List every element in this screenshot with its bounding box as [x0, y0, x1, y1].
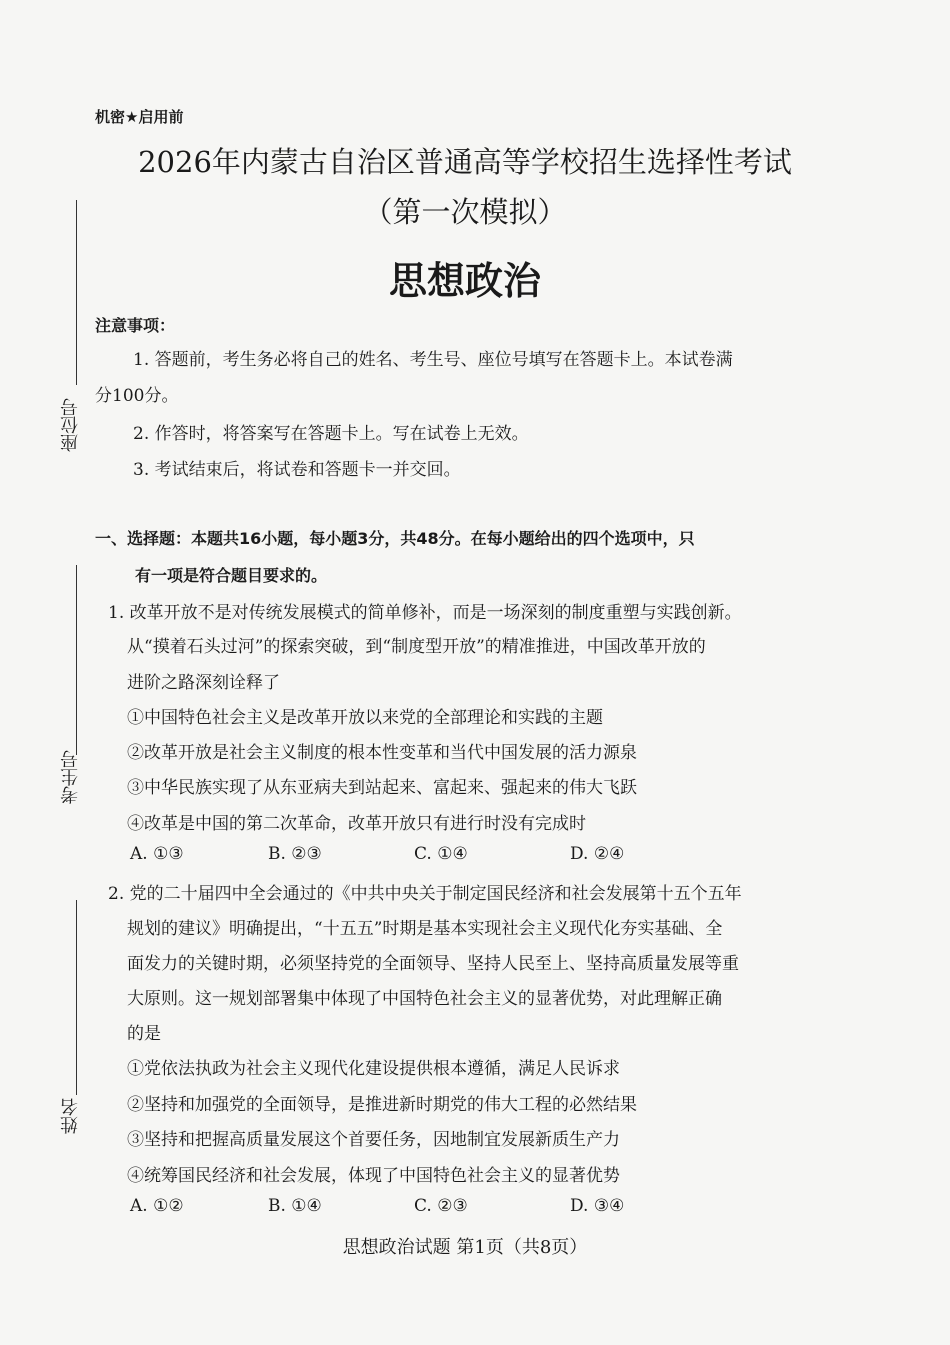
option-a: A. ①③	[130, 844, 184, 864]
student-id-line	[76, 565, 77, 755]
option-c: C. ①④	[414, 844, 468, 864]
note-line: 1. 答题前，考生务必将自己的姓名、考生号、座位号填写在答题卡上。本试卷满	[133, 350, 733, 370]
student-id-label: 考生号	[60, 750, 81, 804]
exam-subtitle: （第一次模拟）	[363, 195, 567, 229]
option-c: C. ②③	[414, 1196, 468, 1216]
note-line: 分100分。	[95, 386, 179, 406]
statement: ④统筹国民经济和社会发展，体现了中国特色社会主义的显著优势	[127, 1166, 620, 1186]
name-line	[76, 900, 77, 1095]
statement: ③坚持和把握高质量发展这个首要任务，因地制宜发展新质生产力	[127, 1130, 620, 1150]
option-b: B. ①④	[268, 1196, 322, 1216]
section-heading: 一、选择题：本题共16小题，每小题3分，共48分。在每小题给出的四个选项中，只	[95, 529, 695, 548]
question-stem: 进阶之路深刻诠释了	[127, 673, 280, 693]
question-stem: 1. 改革开放不是对传统发展模式的简单修补，而是一场深刻的制度重塑与实践创新。	[108, 603, 742, 623]
confidential-mark: 机密★启用前	[95, 108, 184, 126]
question-stem: 规划的建议》明确提出，“十五五”时期是基本实现社会主义现代化夯实基础、全	[127, 919, 723, 939]
statement: ④改革是中国的第二次革命，改革开放只有进行时没有完成时	[127, 814, 586, 834]
statement: ①中国特色社会主义是改革开放以来党的全部理论和实践的主题	[127, 708, 603, 728]
name-label: 姓名	[60, 1098, 81, 1134]
option-b: B. ②③	[268, 844, 322, 864]
question-stem: 大原则。这一规划部署集中体现了中国特色社会主义的显著优势，对此理解正确	[127, 989, 722, 1009]
note-line: 2. 作答时，将答案写在答题卡上。写在试卷上无效。	[133, 424, 529, 444]
option-a: A. ①②	[130, 1196, 184, 1216]
statement: ③中华民族实现了从东亚病夫到站起来、富起来、强起来的伟大飞跃	[127, 778, 637, 798]
page-footer: 思想政治试题 第1页（共8页）	[342, 1237, 588, 1258]
seat-number-label: 座位号	[60, 398, 81, 452]
option-d: D. ②④	[570, 844, 625, 864]
question-stem: 的是	[127, 1024, 161, 1044]
subject-title: 思想政治	[388, 259, 541, 303]
exam-title: 2026年内蒙古自治区普通高等学校招生选择性考试	[138, 145, 792, 179]
statement: ②坚持和加强党的全面领导，是推进新时期党的伟大工程的必然结果	[127, 1095, 637, 1115]
statement: ①党依法执政为社会主义现代化建设提供根本遵循，满足人民诉求	[127, 1059, 620, 1079]
section-heading-cont: 有一项是符合题目要求的。	[135, 566, 328, 585]
note-line: 3. 考试结束后，将试卷和答题卡一并交回。	[133, 460, 461, 480]
question-stem: 面发力的关键时期，必须坚持党的全面领导、坚持人民至上、坚持高质量发展等重	[127, 954, 739, 974]
notes-heading: 注意事项：	[95, 316, 176, 335]
option-d: D. ③④	[570, 1196, 625, 1216]
question-stem: 2. 党的二十届四中全会通过的《中共中央关于制定国民经济和社会发展第十五个五年	[108, 884, 742, 904]
question-stem: 从“摸着石头过河”的探索突破，到“制度型开放”的精准推进，中国改革开放的	[127, 637, 706, 657]
statement: ②改革开放是社会主义制度的根本性变革和当代中国发展的活力源泉	[127, 743, 637, 763]
